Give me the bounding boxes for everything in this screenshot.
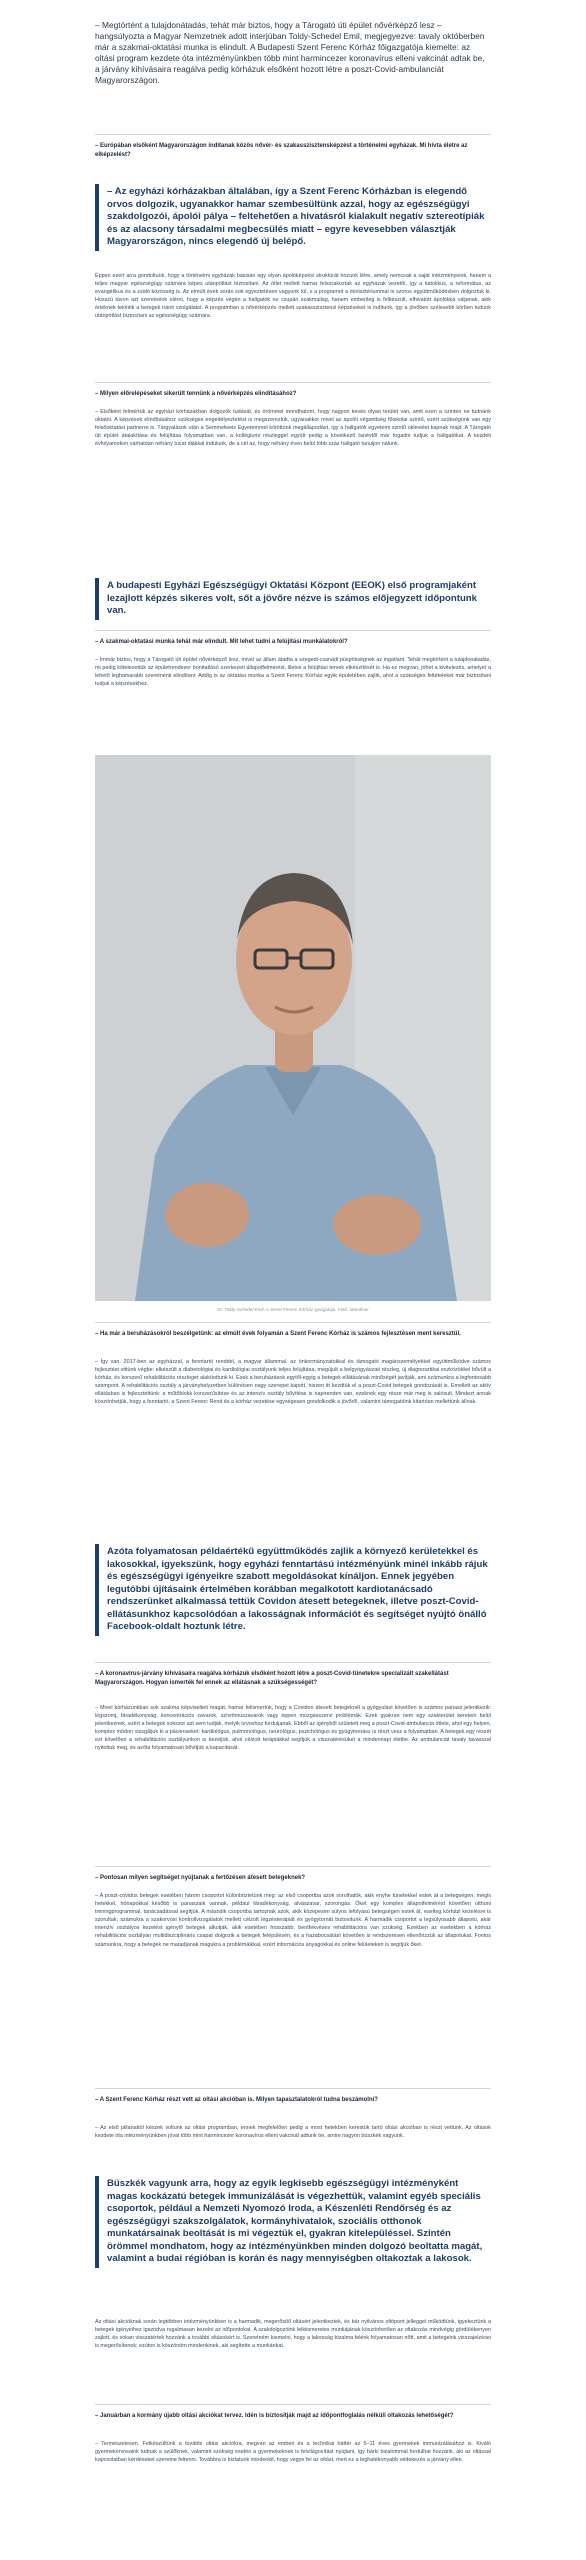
question-1: – Európában elsőként Magyarországon indítanak közös nővér- és szakasszisztensképzést a történelmi egyházak. Mi hívta életre az elképzelést?	[95, 143, 468, 158]
intro-lead: – Megtörtént a tulajdonátadás, tehát már biztos, hogy a Tárogató úti épület nővérképző lesz – hangsúlyozta a Magyar Nemzetnek adott interjúban Toldy-Schedel Emil, megjegyezve: tavaly októberben már a szakmai-oktatási munka is elindult. A Budapesti Szent Ferenc Kórház főigazgatója kiemelte: az oltási program kezdete óta intézményünkben több mint harmincezer koronavírus elleni vakcinát adtak be, a járvány kihívásaira reagálva pedig kórházuk elsőként hozott létre a poszt-Covid-ambulanciát Magyarországon.	[95, 20, 485, 85]
question-3: – A szakmai-oktatási munka tehát már elindult. Mit lehet tudni a felújítási munkálatokról?	[95, 639, 348, 645]
answer-1-block	[95, 272, 491, 321]
intro-block	[95, 20, 491, 86]
answer-8: Az oltási akcióknak során legtöbben intézményünkben is a harmadik, megerősítő oltásért jelentkeztek, és bár nyilvános oltópont jelleggel működtünk, igyekeztünk a betegek igényeihez igazodva rugalmasan kezelni az időpontokat. A szakdolgozóink lelkiismeretes munkájának köszönhetően az oltakozás mindvégig gördülékenyen zajlott, és sokan visszatértek hozzánk a további oltásokért is. Szeretném kiemelni, hogy a lakosság bizalma felénk folyamatosan nőtt, amit a betegeink visszajelzései is megerősítenek; ezúton is köszönöm mindenkinek, aki segítette a munkánkat.	[95, 2319, 491, 2350]
photo-caption: Dr. Toldy-Schedel Emil, a Szent Ferenc Kórház igazgatója. Fotó: Mandiner	[217, 1307, 369, 1312]
question-7: – A Szent Ferenc Kórház részt vett az oltási akcióban is. Milyen tapasztalatokról tudna beszámolni?	[95, 2097, 378, 2103]
question-9-block	[95, 2412, 491, 2421]
pullquote-4	[95, 2176, 491, 2268]
pullquote-2	[95, 578, 491, 620]
photo-caption-block	[95, 1306, 491, 1313]
question-6: – Pontosan milyen segítséget nyújtanak a fertőzésen átesett betegeknek?	[95, 1875, 306, 1881]
divider	[95, 1866, 491, 1867]
question-7-block	[95, 2096, 491, 2105]
pullquote-1-text: – Az egyházi kórházakban általában, így a Szent Ferenc Kórházban is elegendő orvos dolgozik, ugyanakkor hamar szembesültünk azzal, hogy az egészségügyi szakdolgozói, ápolói pálya – feltehetően a hivatásról kialakult negatív sztereotípiák és az alacsony társadalmi megbecsülés miatt – egyre kevesebben választják Magyarországon, nincs elegendő új belépő.	[95, 184, 491, 251]
question-9: – Januárban a kormány újabb oltási akciókat tervez. Idén is biztosítják majd az időpontfoglalás nélküli oltakozás lehetőségét?	[95, 2413, 454, 2419]
answer-6-block	[95, 1892, 491, 1949]
pullquote-2-text: A budapesti Egyházi Egészségügyi Oktatási Központ (EEOK) első programjaként lezajlott képzés sikeres volt, sőt a jövőre nézve is számos előjegyzett időpontunk van.	[95, 578, 491, 620]
interview-photo	[95, 755, 491, 1301]
pullquote-1	[95, 184, 491, 251]
question-3-block	[95, 638, 491, 647]
divider	[95, 382, 491, 383]
divider	[95, 1662, 491, 1663]
answer-6: – A poszt-covidos betegek esetében három csoportot különböztetünk meg: az első csoportba azok sorolhatók, akik enyhe tünetekkel estek át a betegségen, mégis hetekkel, hónapokkal később is panaszaik vannak, például fáradékonyság, alvászavar, szorongás. Őket egy komplex állapotfelmérést követően otthoni tréningprogrammal, tanácsadással segítjük. A második csoportba tartoznak azok, akik közepesen súlyos lefolyású betegségen estek át, esetleg kórházi kezelésre is szorultak; számukra a szakorvosi kontrollvizsgálatok mellett célzott légzésterápiát és gyógytornát biztosítunk. A harmadik csoportot a legsúlyosabb állapotú, akár intenzív osztályos kezelést igénylő betegek alkotják, akik esetében hosszabb, bentfekvéses rehabilitációra van szükség. Ezekben az esetekben a kórház rehabilitációs osztályán multidiszciplináris csapat dolgozik a betegek felépülésén, és a hazabocsátást követően is rendszeresen ellenőrizzük az állapotukat. Fontos számunkra, hogy a betegek ne maradjanak magukra a problémáikkal, ezért információs anyagokkal és online felületeken is segítjük őket.	[95, 1893, 491, 1948]
answer-9-block	[95, 2440, 491, 2464]
answer-7-block	[95, 2124, 491, 2140]
answer-5-block	[95, 1704, 491, 1753]
answer-8-block	[95, 2318, 491, 2350]
answer-1: Éppen ezért arra gondoltunk, hogy a történelmi egyházak bázisán egy olyan ápolóképzési struktúrát hozunk létre, amely nemcsak a saját intézményeink, hanem a teljes magyar egészségügy számára képes utánpótlást biztosítani. Az ötlet mellett hamar felsorakoztak az egyházak vezetői, így a katolikus, a református, az evangélikus és a zsidó közösség is. Az elmúlt évek során sok egyeztetésen vagyunk túl, s a programot a minisztériummal is szoros együttműködésben dolgoztuk ki. Hosszú távon azt szeretnénk elérni, hogy a képzés végén a hallgatók ne csupán szakmailag, hanem emberileg is felkészült, elhivatott ápolókká váljanak, akik értéknek tekintik a betegek iránti szolgálatot. A programban a nővérképzés mellett szakasszisztensi képzéseket is indítunk, így a jövőben szélesebb körben tudunk utánpótlást biztosítani az egészségügy számára.	[95, 273, 491, 320]
answer-7: – Az első pillanattól készek voltunk az oltási programban, ennek megfelelően pedig a most hetekben kerestük tartó oltási akcióban is részt vettünk. Az oltások kezdete óta intézményünkben jóval több mint harmincezer koronavírus elleni vakcinát adtunk be, amire nagyon büszkék vagyunk.	[95, 2125, 491, 2140]
question-4-block	[95, 1330, 491, 1339]
answer-2-block	[95, 408, 491, 448]
question-2-block	[95, 390, 491, 399]
question-1-block	[95, 142, 491, 159]
question-5-block	[95, 1670, 491, 1687]
pullquote-3	[95, 1544, 491, 1636]
answer-3: – Immár biztos, hogy a Tárogató úti épület nővérképző lesz, mivel az állam átadta a szegedi-csanádi püspökségnek az ingatlant. Tehát megtörtént a tulajdonátadás, mi pedig kötelezettük az épületrendezer bonitatlásó szerkezeti állapotfelmérést, illetve a felújítási tervek elkészítését is. Ha ez megvan, jöhet a kivitelezés, amelyet a lehető leghamarabb szeretnénk elindítani. Addig is az oktatási munka a Szent Ferenc Kórház egyik épületében zajlik, ahol a szükséges feltételeket már biztosítani tudjuk a képzésekhez.	[95, 657, 491, 688]
divider	[95, 2404, 491, 2405]
answer-3-block	[95, 656, 491, 688]
pullquote-4-text: Büszkék vagyunk arra, hogy az egyik legkisebb egészségügyi intézményként magas kockázatú betegek immunizálását is végezhettük, valamint egyéb speciális csoportok, például a Nemzeti Nyomozó Iroda, a Készenléti Rendőrség és az egészségügyi szakszolgálatok, kormányhivatalok, szociális otthonok munkatársainak beoltását is mi végeztük el, gyakran kitelepüléssel. Szintén örömmel mondhatom, hogy az intézményünkben minden dolgozó beoltatta magát, valamint a budai régióban is korán és nagy mennyiségben oltakoztak a lakosok.	[95, 2176, 491, 2268]
divider	[95, 630, 491, 631]
divider	[95, 2088, 491, 2089]
answer-2: – Elsőként felmértük az egyházi kórházakban dolgozók tudását, és örömmel mondhatom, hogy nagyon kevés olyan terület van, amit ezen a szinten ne tudnánk oktatni. A képzések elindításához szükséges engedélyeztetést is megszereztük, ugyanakkor mivel az ápolói végzettség főiskolai szintű, ezért szükségünk van egy felsőoktatási partnerre is. Tárgyalások után a Semmelweis Egyetemmel kötöttünk megállapodást, így a hallgatók egyetemi szintű oklevelet kapnak majd. A Tárogató úti épület átalakítása és felújítása folyamatban van, a kollégiumi részleggel együtt pedig a következő tanévtől már fogadni tudjuk a hallgatókat. A kezdeti évfolyamokon várhatóan néhány tucat diákkal indulunk, de a cél az, hogy néhány éven belül több száz hallgató tanuljon nálunk.	[95, 409, 491, 448]
pullquote-3-text: Azóta folyamatosan példaértékű együttműködés zajlik a környező kerületekkel és lakosokkal, igyekszünk, hogy egyházi fenntartású intézményünk minél inkább rájuk és egészségügyi igényeikre szabott megoldásokat kínáljon. Ennek jegyében legutóbbi újításaink értelmében korábban megalkotott kardiotanácsadó rendszerünket alkalmassá tettük Covidon átesett betegeknek, illetve poszt-Covid-ellátásunkhoz kapcsolódóan a lakosságnak információt és segítséget nyújtó önálló Facebook-oldalt hoztunk létre.	[95, 1544, 491, 1636]
question-5: – A koronavírus-járvány kihívásaira reagálva kórházuk elsőként hozott létre a poszt-Covid-tünetekre specializált szakellátást Magyarországon. Hogyan ismerték fel ennek az ellátásnak a szükségességét?	[95, 1671, 449, 1686]
question-4: – Ha már a beruházásokról beszélgetünk: az elmúlt évek folyamán a Szent Ferenc Kórház is számos fejlesztésen ment keresztül.	[95, 1331, 461, 1337]
answer-9: – Természetesen. Felkészültünk a további oltási akciókra, megvan az emberi és a technikai háttér az 5–11 éves gyermekek immunizálásához is. Kiváló gyermekorvosaink tudnak a szülőknek, valamint szükség esetén a gyermekeknek is felvilágosítást nyújtani, így bárki bizalommal fordulhat hozzánk, aki az oltással kapcsolatban kérdéseket szeretne feltenni. Továbbra is biztatunk mindenkit, hogy vegye fel az oltást, mert ez a leghatékonyabb védekezés a járvány ellen.	[95, 2441, 491, 2464]
answer-5: – Mivel kórházunkban sok szakma képviselteti magát, hamar felismertük, hogy a Covidon átesett betegeknél a gyógyulást követően is számos panasz jelentkezik: légszomj, fáradékonyság, koncentrációs zavarok, szívritmuszavarok vagy éppen mozgásszervi problémák. Ezek gyakran nem egy szakterület keretein belül jelentkeznek, ezért a betegek sokszor azt sem tudják, melyik orvoshoz forduljanak. Ebből az igényből született meg a poszt-Covid-ambulancia ötlete, ahol egy helyen, komplex módon vizsgáljuk ki a pácienseket: kardiológus, pulmonológus, neurológus, pszichológus és gyógytornász is részt vesz a folyamatban. A betegek egy részét ezt követően a rehabilitációs osztályunkon is kezeljük, ahol célzott terápiákkal segítjük a visszatérésüket a mindennapi életbe. Az ambulanciát tavaly tavasszal nyitottuk meg, és azóta folyamatosan bővítjük a kapacitását.	[95, 1705, 491, 1752]
answer-4-block	[95, 1358, 491, 1407]
question-2: – Milyen előrelépéseket sikerült tennünk a nővérképzés elindításához?	[95, 391, 297, 397]
divider	[95, 134, 491, 135]
divider	[95, 1322, 491, 1323]
question-6-block	[95, 1874, 491, 1883]
answer-4: – Így van. 2017-ben az egyházzal, a fenntartó renddel, a magyar állammal, az önkormányzatokkal és támogató magánszemélyekkel együttműködve számos fejlesztést vittünk végbe: elkészült a diabetológiai és kardiológiai osztályunk teljes felújítása, megújult a belgyógyászati részleg, új diagnosztikai eszközökkel bővült a kórház, és korszerű rehabilitációs részleget alakítottunk ki. Ezek a beruházások egytől-egyig a betegek ellátásának minőségét javítják, ami számunkra a legfontosabb szempont. A rehabilitációs osztály a járványhelyzetben különösen nagy szerepet kapott, hiszen itt kezdtük el a poszt-Covid betegek gondozását is. Emellett az aktív ellátásban is fejlesztettünk: a műtőblokk korszerűsítése és az intenzív osztály bővítése is napirenden van, ezeknek egy része már meg is valósult. Mindezt annak köszönhetjük, hogy a fenntartó, a Szent Ferenc Rend és a kórház vezetése egységesen gondolkodik a jövőről, valamint támogatóink kitartóan mellettünk állnak.	[95, 1359, 491, 1406]
portrait-illustration	[95, 755, 491, 1301]
